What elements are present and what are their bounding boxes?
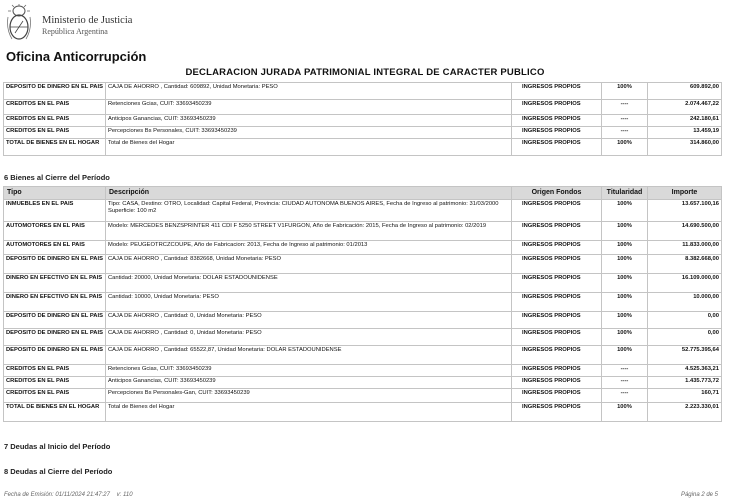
tipo-cell: CREDITOS EN EL PAIS [4, 100, 106, 115]
description-cell: Percepciones Bs Personales-Gan, CUIT: 33693450239 [106, 389, 512, 403]
version-label: v: 110 [116, 492, 133, 498]
description-cell: Retenciones Gcias, CUIT: 33693450239 [106, 365, 512, 377]
tipo-cell: DEPOSITO DE DINERO EN EL PAIS [4, 312, 106, 329]
ownership-cell: 100% [602, 222, 648, 241]
amount-cell: 11.833.000,00 [648, 241, 722, 255]
header-tipo: Tipo [4, 187, 106, 200]
tipo-cell: AUTOMOTORES EN EL PAIS [4, 222, 106, 241]
amount-cell: 314.860,00 [648, 139, 722, 156]
table-row [4, 312, 722, 329]
amount-cell: 8.382.668,00 [648, 255, 722, 274]
origin-cell: INGRESOS PROPIOS [512, 100, 602, 115]
ownership-cell: ---- [602, 365, 648, 377]
ownership-cell: ---- [602, 127, 648, 139]
tipo-cell: AUTOMOTORES EN EL PAIS [4, 241, 106, 255]
amount-cell: 160,71 [648, 389, 722, 403]
coat-of-arms-icon [6, 3, 32, 43]
table-row [4, 139, 722, 156]
header-origen: Origen Fondos [512, 187, 602, 200]
table-row [4, 115, 722, 127]
table-row [4, 222, 722, 241]
page-number: Página 2 de 5 [680, 492, 718, 498]
description-cell: Percepciones Bs Personales, CUIT: 33693450239 [106, 127, 512, 139]
description-cell: Cantidad: 10000, Unidad Monetaria: PESO [106, 293, 512, 312]
description-cell: CAJA DE AHORRO , Cantidad: 0, Unidad Monetaria: PESO [106, 329, 512, 346]
amount-cell: 0,00 [648, 329, 722, 346]
origin-cell: INGRESOS PROPIOS [512, 255, 602, 274]
description-cell: Total de Bienes del Hogar [106, 403, 512, 422]
tipo-cell: TOTAL DE BIENES EN EL HOGAR [4, 403, 106, 422]
description-cell: Modelo: PEUGEOTRCZCOUPE, Año de Fabricacion: 2013, Fecha de Ingreso al patrimonio: 01/2013 [106, 241, 512, 255]
amount-cell: 13.459,19 [648, 127, 722, 139]
amount-cell: 52.775.395,64 [648, 346, 722, 365]
amount-cell: 0,00 [648, 312, 722, 329]
header-descripcion: Descripción [106, 187, 512, 200]
table-row [4, 403, 722, 422]
origin-cell: INGRESOS PROPIOS [512, 200, 602, 222]
amount-cell: 1.435.773,72 [648, 377, 722, 389]
description-cell: Retenciones Gcias, CUIT: 33693450239 [106, 100, 512, 115]
tipo-cell: DINERO EN EFECTIVO EN EL PAIS [4, 274, 106, 293]
description-cell: CAJA DE AHORRO , Cantidad: 0, Unidad Monetaria: PESO [106, 312, 512, 329]
origin-cell: INGRESOS PROPIOS [512, 274, 602, 293]
emission-date: Fecha de Emisión: 01/11/2024 21:47:27 [4, 492, 110, 498]
section-7-title: 7 Deudas al Inicio del Período [4, 442, 111, 451]
description-cell: Cantidad: 20000, Unidad Monetaria: DOLAR ESTADOUNIDENSE [106, 274, 512, 293]
ownership-cell: ---- [602, 100, 648, 115]
origin-cell: INGRESOS PROPIOS [512, 389, 602, 403]
section-8-title: 8 Deudas al Cierre del Período [4, 467, 113, 476]
document-title: DECLARACION JURADA PATRIMONIAL INTEGRAL DE CARACTER PUBLICO [185, 67, 545, 78]
table-header-row [4, 187, 722, 200]
description-cell: Anticipos Ganancias, CUIT: 33693450239 [106, 115, 512, 127]
ownership-cell: ---- [602, 389, 648, 403]
origin-cell: INGRESOS PROPIOS [512, 365, 602, 377]
origin-cell: INGRESOS PROPIOS [512, 329, 602, 346]
amount-cell: 10.000,00 [648, 293, 722, 312]
ownership-cell: 100% [602, 403, 648, 422]
section-6-title: 6 Bienes al Cierre del Período [4, 173, 110, 182]
table-row [4, 200, 722, 222]
description-cell: CAJA DE AHORRO , Cantidad: 609892, Unidad Monetaria: PESO [106, 83, 512, 100]
origin-cell: INGRESOS PROPIOS [512, 377, 602, 389]
ownership-cell: 100% [602, 255, 648, 274]
tipo-cell: DEPOSITO DE DINERO EN EL PAIS [4, 329, 106, 346]
office-title: Oficina Anticorrupción [6, 49, 147, 64]
header-titularidad: Titularidad [602, 187, 648, 200]
tipo-cell: CREDITOS EN EL PAIS [4, 377, 106, 389]
table-row [4, 241, 722, 255]
tipo-cell: CREDITOS EN EL PAIS [4, 115, 106, 127]
origin-cell: INGRESOS PROPIOS [512, 139, 602, 156]
description-cell: CAJA DE AHORRO , Cantidad: 65522,87, Unidad Monetaria: DOLAR ESTADOUNIDENSE [106, 346, 512, 365]
origin-cell: INGRESOS PROPIOS [512, 127, 602, 139]
table-row [4, 293, 722, 312]
table-row [4, 329, 722, 346]
description-cell: Anticipos Ganancias, CUIT: 33693450239 [106, 377, 512, 389]
description-cell: Tipo: CASA, Destino: OTRO, Localidad: Capital Federal, Provincia: CIUDAD AUTONOMA BUENOS AIRES, Fecha de Ingreso al patrimonio: 31/03/2000 Superficie: 100 m2 [106, 200, 512, 222]
amount-cell: 2.223.330,01 [648, 403, 722, 422]
ownership-cell: 100% [602, 329, 648, 346]
table-row [4, 346, 722, 365]
tipo-cell: DEPOSITO DE DINERO EN EL PAIS [4, 83, 106, 100]
origin-cell: INGRESOS PROPIOS [512, 115, 602, 127]
description-cell: Modelo: MERCEDES BENZSPRINTER 411 CDI F 5250 STREET V1FURGON, Año de Fabricación: 2015, Fecha de Ingreso al patrimonio: 02/2019 [106, 222, 512, 241]
table-row [4, 100, 722, 115]
ownership-cell: 100% [602, 241, 648, 255]
tipo-cell: INMUEBLES EN EL PAIS [4, 200, 106, 222]
origin-cell: INGRESOS PROPIOS [512, 312, 602, 329]
table-row [4, 389, 722, 403]
ownership-cell: ---- [602, 377, 648, 389]
ownership-cell: 100% [602, 200, 648, 222]
ownership-cell: 100% [602, 274, 648, 293]
amount-cell: 4.525.363,21 [648, 365, 722, 377]
origin-cell: INGRESOS PROPIOS [512, 241, 602, 255]
table-row [4, 83, 722, 100]
tipo-cell: DEPOSITO DE DINERO EN EL PAIS [4, 346, 106, 365]
table-row [4, 127, 722, 139]
header-importe: Importe [648, 187, 722, 200]
ownership-cell: 100% [602, 346, 648, 365]
origin-cell: INGRESOS PROPIOS [512, 293, 602, 312]
tipo-cell: CREDITOS EN EL PAIS [4, 389, 106, 403]
amount-cell: 242.180,61 [648, 115, 722, 127]
table-row [4, 274, 722, 293]
page-header [6, 3, 306, 45]
assets-start-table [3, 82, 722, 156]
table-row [4, 255, 722, 274]
description-cell: CAJA DE AHORRO , Cantidad: 8382668, Unidad Monetaria: PESO [106, 255, 512, 274]
origin-cell: INGRESOS PROPIOS [512, 346, 602, 365]
amount-cell: 609.892,00 [648, 83, 722, 100]
ownership-cell: 100% [602, 293, 648, 312]
table-row [4, 377, 722, 389]
ownership-cell: 100% [602, 83, 648, 100]
description-cell: Total de Bienes del Hogar [106, 139, 512, 156]
tipo-cell: CREDITOS EN EL PAIS [4, 127, 106, 139]
amount-cell: 2.074.467,22 [648, 100, 722, 115]
origin-cell: INGRESOS PROPIOS [512, 403, 602, 422]
table-row [4, 365, 722, 377]
emission-footer [4, 492, 133, 498]
amount-cell: 14.690.500,00 [648, 222, 722, 241]
amount-cell: 13.657.100,16 [648, 200, 722, 222]
ministry-title: Ministerio de Justicia [42, 15, 133, 26]
amount-cell: 16.109.000,00 [648, 274, 722, 293]
ownership-cell: 100% [602, 312, 648, 329]
ownership-cell: ---- [602, 115, 648, 127]
tipo-cell: TOTAL DE BIENES EN EL HOGAR [4, 139, 106, 156]
assets-end-table [3, 186, 722, 422]
tipo-cell: DINERO EN EFECTIVO EN EL PAIS [4, 293, 106, 312]
ownership-cell: 100% [602, 139, 648, 156]
republic-label: República Argentina [42, 27, 108, 36]
tipo-cell: CREDITOS EN EL PAIS [4, 365, 106, 377]
origin-cell: INGRESOS PROPIOS [512, 83, 602, 100]
tipo-cell: DEPOSITO DE DINERO EN EL PAIS [4, 255, 106, 274]
origin-cell: INGRESOS PROPIOS [512, 222, 602, 241]
ministry-name [42, 15, 132, 37]
